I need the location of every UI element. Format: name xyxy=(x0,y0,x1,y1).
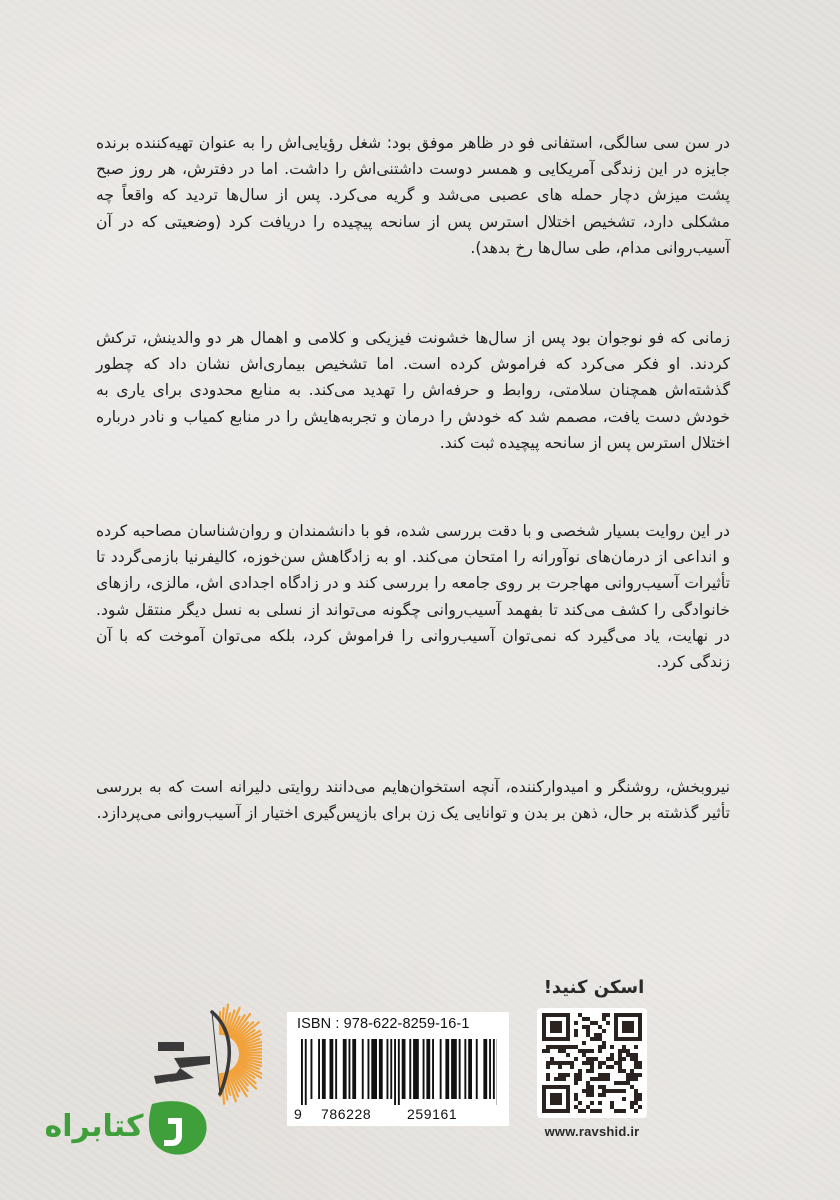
qr-code[interactable] xyxy=(537,1008,647,1118)
barcode-digit-first: 9 xyxy=(294,1106,302,1122)
description-paragraph-1: در سن سی سالگی، استفانی فو در ظاهر موفق بود: شغل رؤیایی‌اش را به عنوان تهیه‌کننده برنده جایزه در این زندگی آمریکایی و همسر دوست داشتنی‌اش را داشت. اما در دفترش، هر روز صبح پشت میزش دچار حمله های عصبی می‌شد و گریه می‌کرد. پس از سال‌ها تردید که واقعاً چه مشکلی دارد، تشخیص اختلال استرس پس از سانحه پیچیده را دریافت کرد (وضعیتی که در آن آسیب‌روانی مدام، طی سال‌ها رخ بدهد). xyxy=(96,134,730,257)
isbn-number: ISBN : 978-622-8259-16-1 xyxy=(297,1016,470,1032)
ketabrah-logo-text: کتابراه xyxy=(44,1109,144,1144)
barcode-digits-left: 786228 xyxy=(321,1106,372,1122)
barcode-digits-right: 259161 xyxy=(407,1106,458,1122)
barcode-bars-icon xyxy=(301,1039,497,1105)
qr-code-icon xyxy=(542,1013,642,1113)
scan-label: اسکن کنید! xyxy=(543,977,645,998)
description-paragraph-3: در این روایت بسیار شخصی و با دقت بررسی شده، فو با دانشمندان و روان‌شناسان مصاحبه کرده و انداعی از درمان‌های نوآورانه را امتحان می‌کند. او به زادگاهش سن‌خوزه، کالیفرنیا بازمی‌گردد تا تأثیرات آسیب‌روانی مهاجرت بر روی جامعه را بررسی کند و در زادگاه اجدادی اش، مالزی، رازهای خانوادگی را کشف می‌کند تا بفهمد آسیب‌روانی چگونه می‌تواند از نسلی به نسل دیگر منتقل شود. در نهایت، یاد می‌گیرد که نمی‌توان آسیب‌روانی را فراموش کرد، بلکه می‌توان آموخت که با آن زندگی کرد. xyxy=(96,522,730,672)
isbn-barcode xyxy=(287,1012,509,1126)
description-paragraph-4: نیروبخش، روشنگر و امیدوارکننده، آنچه استخوان‌هایم می‌دانند روایتی دلیرانه است که به بررسی تأثیر گذشته بر حال، ذهن بر بدن و توانایی یک زن برای بازپس‌گیری اختیار از آسیب‌روانی می‌پردازد. xyxy=(96,778,730,823)
description-paragraph-2: زمانی که فو نوجوان بود پس از سال‌ها خشونت فیزیکی و کلامی و اهمال هر دو والدینش، ترکش کردند. او فکر می‌کرد که فراموش کرده است. اما تشخیص بیماری‌اش نشان داد که چطور گذشته‌اش همچنان سلامتی، روابط و حرفه‌اش را تهدید می‌کند. به منابع محدودی برای یاری به خودش دست یافت، مصمم شد که خودش را درمان و تجربه‌هایش را در منابع کمیاب و نادر درباره اختلال استرس پس از سانحه پیچیده ثبت کند. xyxy=(96,329,730,452)
publisher-website[interactable]: www.ravshid.ir xyxy=(544,1124,640,1139)
